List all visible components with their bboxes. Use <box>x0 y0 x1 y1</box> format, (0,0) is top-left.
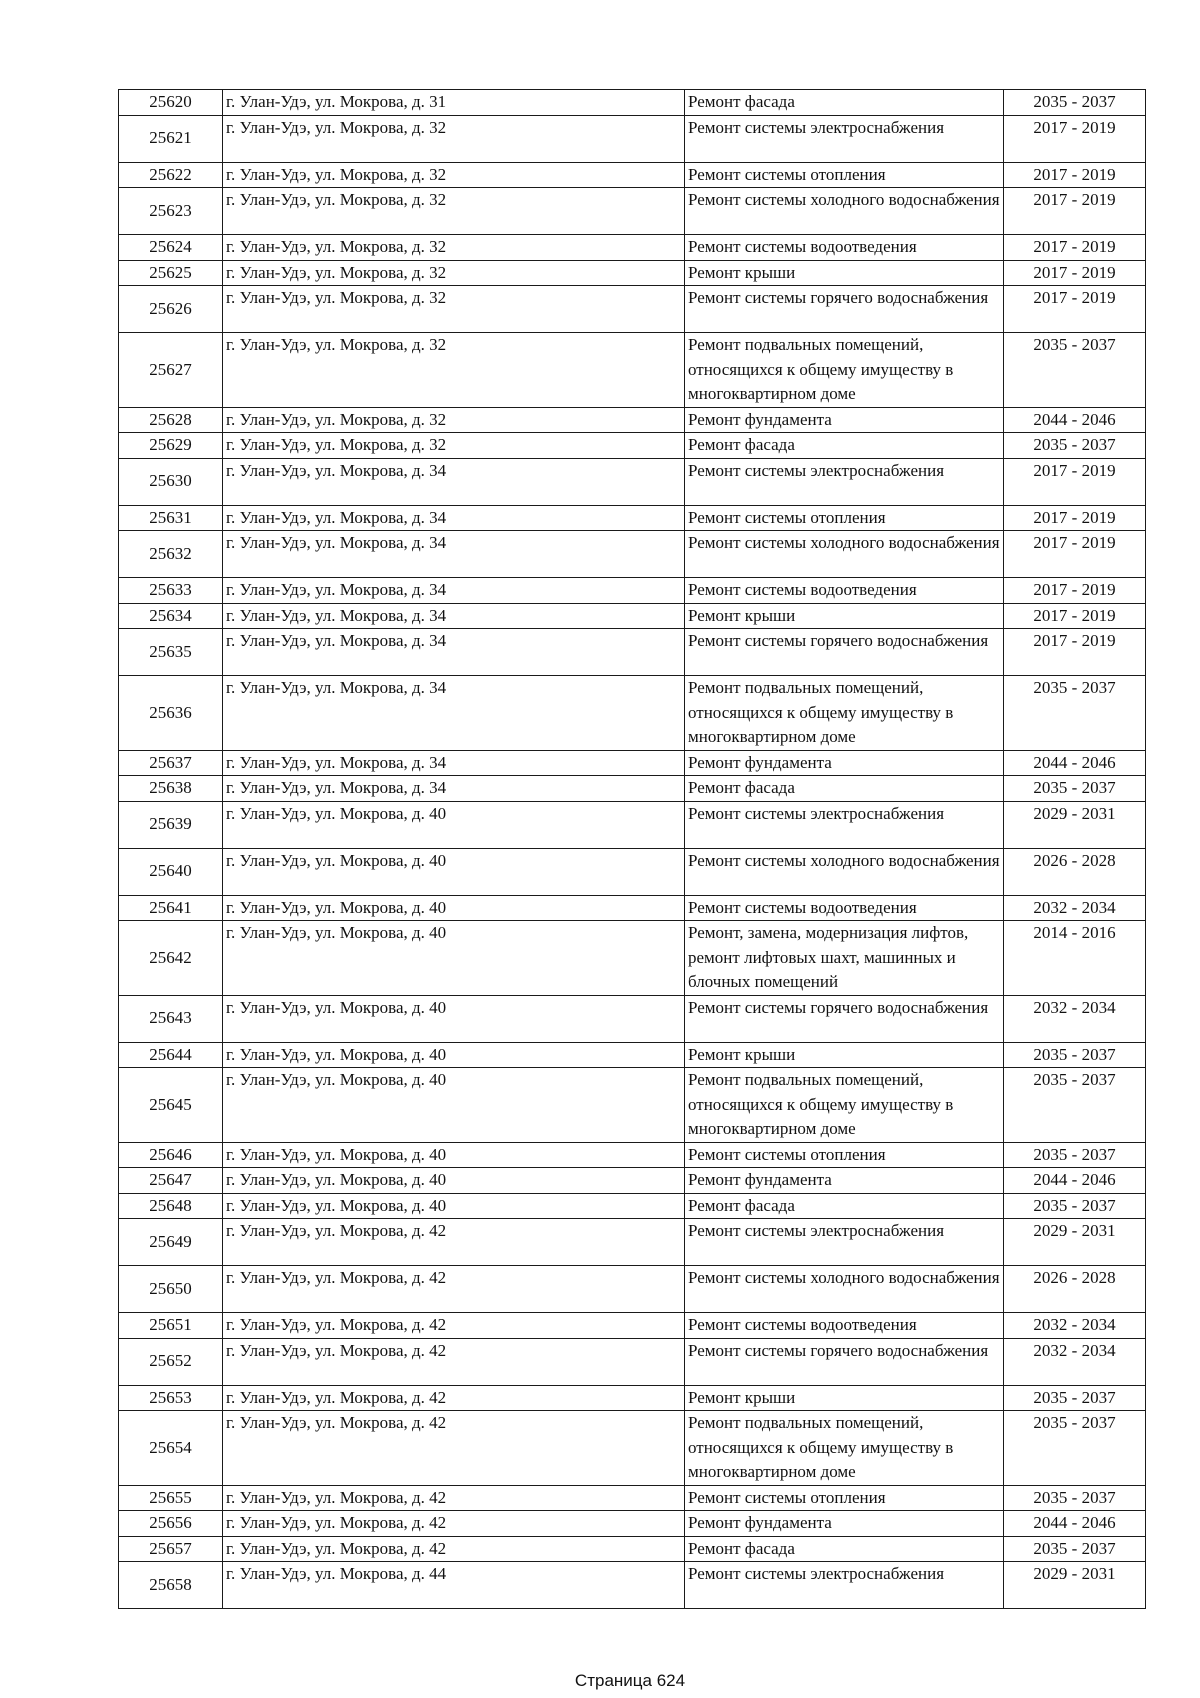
row-address: г. Улан-Удэ, ул. Мокрова, д. 42 <box>223 1485 685 1511</box>
row-work-type: Ремонт системы водоотведения <box>685 895 1004 921</box>
row-work-type: Ремонт системы водоотведения <box>685 578 1004 604</box>
table-row <box>119 676 1146 751</box>
row-period: 2035 - 2037 <box>1004 90 1146 116</box>
row-period: 2017 - 2019 <box>1004 531 1146 578</box>
row-address: г. Улан-Удэ, ул. Мокрова, д. 40 <box>223 995 685 1042</box>
row-work-type: Ремонт системы отопления <box>685 1485 1004 1511</box>
row-work-type: Ремонт системы горячего водоснабжения <box>685 1338 1004 1385</box>
row-address: г. Улан-Удэ, ул. Мокрова, д. 40 <box>223 1168 685 1194</box>
row-address: г. Улан-Удэ, ул. Мокрова, д. 42 <box>223 1511 685 1537</box>
row-work-type: Ремонт фундамента <box>685 407 1004 433</box>
row-address: г. Улан-Удэ, ул. Мокрова, д. 40 <box>223 1193 685 1219</box>
table-row <box>119 1485 1146 1511</box>
page-number: Страница 624 <box>574 1671 686 1690</box>
row-number: 25630 <box>119 458 223 505</box>
row-work-type: Ремонт системы горячего водоснабжения <box>685 629 1004 676</box>
row-work-type: Ремонт крыши <box>685 603 1004 629</box>
row-work-type: Ремонт системы горячего водоснабжения <box>685 995 1004 1042</box>
row-number: 25654 <box>119 1411 223 1486</box>
row-address: г. Улан-Удэ, ул. Мокрова, д. 34 <box>223 776 685 802</box>
row-address: г. Улан-Удэ, ул. Мокрова, д. 44 <box>223 1562 685 1609</box>
row-period: 2035 - 2037 <box>1004 1068 1146 1143</box>
table-row <box>119 260 1146 286</box>
row-number: 25638 <box>119 776 223 802</box>
table-row <box>119 629 1146 676</box>
row-address: г. Улан-Удэ, ул. Мокрова, д. 40 <box>223 801 685 848</box>
row-address: г. Улан-Удэ, ул. Мокрова, д. 42 <box>223 1411 685 1486</box>
table-row <box>119 1313 1146 1339</box>
row-period: 2035 - 2037 <box>1004 1142 1146 1168</box>
row-work-type: Ремонт системы электроснабжения <box>685 1562 1004 1609</box>
row-work-type: Ремонт крыши <box>685 260 1004 286</box>
row-address: г. Улан-Удэ, ул. Мокрова, д. 34 <box>223 750 685 776</box>
table-row <box>119 531 1146 578</box>
row-period: 2032 - 2034 <box>1004 1338 1146 1385</box>
row-work-type: Ремонт подвальных помещений, относящихся к общему имуществу в многоквартирном доме <box>685 1068 1004 1143</box>
row-number: 25629 <box>119 433 223 459</box>
row-number: 25641 <box>119 895 223 921</box>
row-number: 25650 <box>119 1266 223 1313</box>
row-address: г. Улан-Удэ, ул. Мокрова, д. 34 <box>223 629 685 676</box>
row-period: 2017 - 2019 <box>1004 629 1146 676</box>
row-address: г. Улан-Удэ, ул. Мокрова, д. 40 <box>223 921 685 996</box>
table-row <box>119 162 1146 188</box>
row-number: 25658 <box>119 1562 223 1609</box>
row-number: 25634 <box>119 603 223 629</box>
row-period: 2029 - 2031 <box>1004 1562 1146 1609</box>
table-row <box>119 1338 1146 1385</box>
row-address: г. Улан-Удэ, ул. Мокрова, д. 32 <box>223 286 685 333</box>
row-period: 2044 - 2046 <box>1004 1168 1146 1194</box>
row-period: 2035 - 2037 <box>1004 1485 1146 1511</box>
row-period: 2026 - 2028 <box>1004 848 1146 895</box>
row-number: 25647 <box>119 1168 223 1194</box>
table-row <box>119 1042 1146 1068</box>
table-row <box>119 235 1146 261</box>
table-row <box>119 90 1146 116</box>
table-row <box>119 1193 1146 1219</box>
table-row <box>119 1511 1146 1537</box>
row-period: 2032 - 2034 <box>1004 1313 1146 1339</box>
row-work-type: Ремонт подвальных помещений, относящихся к общему имуществу в многоквартирном доме <box>685 1411 1004 1486</box>
row-work-type: Ремонт системы холодного водоснабжения <box>685 848 1004 895</box>
row-number: 25632 <box>119 531 223 578</box>
row-number: 25652 <box>119 1338 223 1385</box>
row-number: 25643 <box>119 995 223 1042</box>
row-period: 2017 - 2019 <box>1004 578 1146 604</box>
table-row <box>119 1562 1146 1609</box>
row-period: 2029 - 2031 <box>1004 1219 1146 1266</box>
row-work-type: Ремонт системы электроснабжения <box>685 801 1004 848</box>
row-address: г. Улан-Удэ, ул. Мокрова, д. 32 <box>223 333 685 408</box>
row-number: 25653 <box>119 1385 223 1411</box>
table-row <box>119 848 1146 895</box>
row-period: 2014 - 2016 <box>1004 921 1146 996</box>
row-address: г. Улан-Удэ, ул. Мокрова, д. 32 <box>223 235 685 261</box>
table-row <box>119 776 1146 802</box>
row-period: 2026 - 2028 <box>1004 1266 1146 1313</box>
table-row <box>119 750 1146 776</box>
row-address: г. Улан-Удэ, ул. Мокрова, д. 34 <box>223 676 685 751</box>
row-address: г. Улан-Удэ, ул. Мокрова, д. 34 <box>223 531 685 578</box>
row-work-type: Ремонт системы отопления <box>685 162 1004 188</box>
row-period: 2035 - 2037 <box>1004 1193 1146 1219</box>
row-period: 2035 - 2037 <box>1004 333 1146 408</box>
row-work-type: Ремонт фасада <box>685 1536 1004 1562</box>
table-row <box>119 433 1146 459</box>
table-row <box>119 801 1146 848</box>
row-period: 2029 - 2031 <box>1004 801 1146 848</box>
row-period: 2035 - 2037 <box>1004 1385 1146 1411</box>
table-row <box>119 895 1146 921</box>
row-address: г. Улан-Удэ, ул. Мокрова, д. 34 <box>223 458 685 505</box>
table-row <box>119 1385 1146 1411</box>
row-number: 25649 <box>119 1219 223 1266</box>
table-row <box>119 1536 1146 1562</box>
row-period: 2017 - 2019 <box>1004 603 1146 629</box>
row-address: г. Улан-Удэ, ул. Мокрова, д. 42 <box>223 1313 685 1339</box>
row-address: г. Улан-Удэ, ул. Мокрова, д. 32 <box>223 433 685 459</box>
row-number: 25642 <box>119 921 223 996</box>
row-address: г. Улан-Удэ, ул. Мокрова, д. 40 <box>223 848 685 895</box>
row-work-type: Ремонт подвальных помещений, относящихся к общему имуществу в многоквартирном доме <box>685 676 1004 751</box>
row-number: 25656 <box>119 1511 223 1537</box>
row-work-type: Ремонт крыши <box>685 1042 1004 1068</box>
table-row <box>119 458 1146 505</box>
row-period: 2035 - 2037 <box>1004 776 1146 802</box>
row-address: г. Улан-Удэ, ул. Мокрова, д. 31 <box>223 90 685 116</box>
row-address: г. Улан-Удэ, ул. Мокрова, д. 32 <box>223 260 685 286</box>
row-number: 25635 <box>119 629 223 676</box>
row-period: 2017 - 2019 <box>1004 115 1146 162</box>
row-period: 2044 - 2046 <box>1004 1511 1146 1537</box>
row-period: 2032 - 2034 <box>1004 995 1146 1042</box>
row-period: 2035 - 2037 <box>1004 433 1146 459</box>
table-row <box>119 115 1146 162</box>
table-row <box>119 578 1146 604</box>
work-schedule-table <box>118 89 1146 1609</box>
table-row <box>119 1142 1146 1168</box>
row-period: 2017 - 2019 <box>1004 235 1146 261</box>
row-number: 25624 <box>119 235 223 261</box>
row-period: 2044 - 2046 <box>1004 750 1146 776</box>
row-work-type: Ремонт фасада <box>685 90 1004 116</box>
row-number: 25644 <box>119 1042 223 1068</box>
row-number: 25645 <box>119 1068 223 1143</box>
table-row <box>119 505 1146 531</box>
row-number: 25626 <box>119 286 223 333</box>
row-address: г. Улан-Удэ, ул. Мокрова, д. 34 <box>223 603 685 629</box>
table-body <box>119 90 1146 1609</box>
row-number: 25639 <box>119 801 223 848</box>
row-number: 25633 <box>119 578 223 604</box>
row-work-type: Ремонт системы электроснабжения <box>685 1219 1004 1266</box>
row-work-type: Ремонт системы водоотведения <box>685 235 1004 261</box>
row-work-type: Ремонт фундамента <box>685 1511 1004 1537</box>
row-number: 25631 <box>119 505 223 531</box>
table-row <box>119 1068 1146 1143</box>
table-row <box>119 333 1146 408</box>
row-work-type: Ремонт системы электроснабжения <box>685 458 1004 505</box>
row-period: 2017 - 2019 <box>1004 458 1146 505</box>
row-address: г. Улан-Удэ, ул. Мокрова, д. 34 <box>223 578 685 604</box>
row-address: г. Улан-Удэ, ул. Мокрова, д. 32 <box>223 407 685 433</box>
row-period: 2035 - 2037 <box>1004 1536 1146 1562</box>
table-row <box>119 286 1146 333</box>
row-number: 25621 <box>119 115 223 162</box>
row-address: г. Улан-Удэ, ул. Мокрова, д. 42 <box>223 1338 685 1385</box>
table-row <box>119 407 1146 433</box>
row-work-type: Ремонт фасада <box>685 1193 1004 1219</box>
row-address: г. Улан-Удэ, ул. Мокрова, д. 40 <box>223 1142 685 1168</box>
row-work-type: Ремонт системы горячего водоснабжения <box>685 286 1004 333</box>
row-number: 25627 <box>119 333 223 408</box>
row-number: 25628 <box>119 407 223 433</box>
row-address: г. Улан-Удэ, ул. Мокрова, д. 34 <box>223 505 685 531</box>
row-work-type: Ремонт, замена, модернизация лифтов, ремонт лифтовых шахт, машинных и блочных помещений <box>685 921 1004 996</box>
row-address: г. Улан-Удэ, ул. Мокрова, д. 40 <box>223 895 685 921</box>
row-address: г. Улан-Удэ, ул. Мокрова, д. 32 <box>223 115 685 162</box>
row-number: 25636 <box>119 676 223 751</box>
row-work-type: Ремонт фасада <box>685 433 1004 459</box>
row-address: г. Улан-Удэ, ул. Мокрова, д. 42 <box>223 1385 685 1411</box>
row-work-type: Ремонт системы холодного водоснабжения <box>685 1266 1004 1313</box>
row-work-type: Ремонт системы холодного водоснабжения <box>685 531 1004 578</box>
table-row <box>119 1266 1146 1313</box>
row-work-type: Ремонт фасада <box>685 776 1004 802</box>
row-number: 25637 <box>119 750 223 776</box>
row-number: 25646 <box>119 1142 223 1168</box>
row-number: 25625 <box>119 260 223 286</box>
row-work-type: Ремонт системы водоотведения <box>685 1313 1004 1339</box>
row-work-type: Ремонт крыши <box>685 1385 1004 1411</box>
row-period: 2017 - 2019 <box>1004 188 1146 235</box>
row-period: 2044 - 2046 <box>1004 407 1146 433</box>
row-number: 25655 <box>119 1485 223 1511</box>
row-work-type: Ремонт подвальных помещений, относящихся к общему имуществу в многоквартирном доме <box>685 333 1004 408</box>
row-period: 2017 - 2019 <box>1004 286 1146 333</box>
row-work-type: Ремонт системы холодного водоснабжения <box>685 188 1004 235</box>
row-period: 2035 - 2037 <box>1004 1411 1146 1486</box>
row-number: 25620 <box>119 90 223 116</box>
row-number: 25657 <box>119 1536 223 1562</box>
row-period: 2017 - 2019 <box>1004 162 1146 188</box>
table-row <box>119 188 1146 235</box>
table-row <box>119 1411 1146 1486</box>
table-row <box>119 1168 1146 1194</box>
row-number: 25648 <box>119 1193 223 1219</box>
row-work-type: Ремонт фундамента <box>685 1168 1004 1194</box>
row-period: 2017 - 2019 <box>1004 260 1146 286</box>
row-number: 25651 <box>119 1313 223 1339</box>
row-period: 2032 - 2034 <box>1004 895 1146 921</box>
table-row <box>119 1219 1146 1266</box>
table-row <box>119 995 1146 1042</box>
row-number: 25623 <box>119 188 223 235</box>
row-number: 25622 <box>119 162 223 188</box>
row-period: 2017 - 2019 <box>1004 505 1146 531</box>
table-row <box>119 921 1146 996</box>
row-period: 2035 - 2037 <box>1004 1042 1146 1068</box>
row-address: г. Улан-Удэ, ул. Мокрова, д. 42 <box>223 1219 685 1266</box>
row-address: г. Улан-Удэ, ул. Мокрова, д. 42 <box>223 1266 685 1313</box>
row-number: 25640 <box>119 848 223 895</box>
row-work-type: Ремонт системы электроснабжения <box>685 115 1004 162</box>
row-address: г. Улан-Удэ, ул. Мокрова, д. 42 <box>223 1536 685 1562</box>
table-row <box>119 603 1146 629</box>
row-address: г. Улан-Удэ, ул. Мокрова, д. 32 <box>223 188 685 235</box>
row-address: г. Улан-Удэ, ул. Мокрова, д. 32 <box>223 162 685 188</box>
row-period: 2035 - 2037 <box>1004 676 1146 751</box>
row-address: г. Улан-Удэ, ул. Мокрова, д. 40 <box>223 1068 685 1143</box>
row-work-type: Ремонт фундамента <box>685 750 1004 776</box>
row-address: г. Улан-Удэ, ул. Мокрова, д. 40 <box>223 1042 685 1068</box>
row-work-type: Ремонт системы отопления <box>685 1142 1004 1168</box>
row-work-type: Ремонт системы отопления <box>685 505 1004 531</box>
